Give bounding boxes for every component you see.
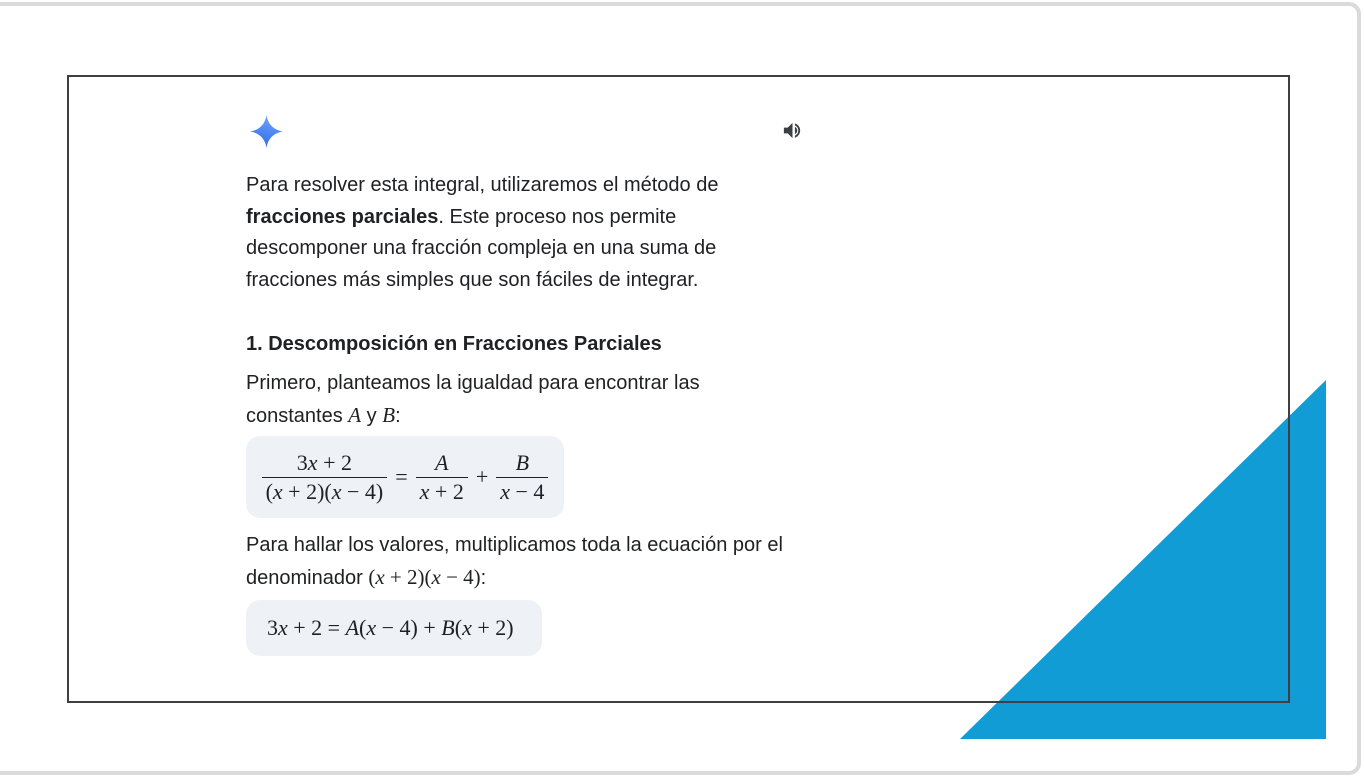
text-line xyxy=(246,530,846,562)
fraction-bar xyxy=(416,477,468,478)
text-segment: Primero, planteamos la igualdad para encontrar las xyxy=(246,372,700,394)
speaker-icon[interactable] xyxy=(781,119,804,142)
formula1-term2-denominator: x − 4 xyxy=(500,479,545,504)
formula2-expression: 3x + 2 = A(x − 4) + B(x + 2) xyxy=(267,615,514,640)
inline-math: A xyxy=(348,402,362,427)
text-line xyxy=(246,202,846,234)
text-segment: : xyxy=(395,404,401,427)
inline-math: B xyxy=(382,402,396,427)
text-line xyxy=(246,368,846,400)
text-line xyxy=(246,400,846,433)
equals-sign: = xyxy=(395,464,408,489)
fraction-bar xyxy=(496,477,548,478)
sparkle-shape xyxy=(250,115,283,148)
paragraph-multiply xyxy=(246,530,846,594)
text-segment: Para hallar los valores, multiplicamos toda la ecuación por el xyxy=(246,534,783,556)
text-segment: constantes xyxy=(246,404,349,427)
formula-block-equation xyxy=(246,600,542,656)
gemini-sparkle-icon xyxy=(250,114,283,149)
formula1-lhs-fraction xyxy=(262,451,388,503)
text-line xyxy=(246,265,846,297)
paragraph-intro xyxy=(246,170,846,296)
formula1-term1-denominator: x + 2 xyxy=(419,479,464,504)
text-segment: denominador xyxy=(246,566,369,589)
formula-block-partial-fractions xyxy=(246,436,564,518)
formula1-term2-numerator: B xyxy=(515,449,530,475)
text-line xyxy=(246,562,846,595)
inline-math: (x + 2)(x − 4) xyxy=(368,564,481,589)
plus-sign: + xyxy=(475,464,489,489)
formula1-lhs-numerator: 3x + 2 xyxy=(296,449,352,475)
formula-row xyxy=(262,451,549,503)
text-line xyxy=(246,233,846,265)
text-line xyxy=(246,170,846,202)
formula1-lhs-denominator: (x + 2)(x − 4) xyxy=(265,479,384,504)
fraction-bar xyxy=(262,477,388,478)
text-segment: Para resolver esta integral, utilizaremos el método de xyxy=(246,174,719,196)
text-segment: y xyxy=(361,404,383,427)
text-segment: descomponer una fracción compleja en una suma de xyxy=(246,237,717,259)
formula1-term2-fraction xyxy=(496,451,548,503)
formula1-term1-fraction xyxy=(416,451,468,503)
section-heading: 1. Descomposición en Fracciones Parciales xyxy=(246,333,662,355)
speaker-shape xyxy=(784,123,800,138)
text-segment: fracciones parciales xyxy=(246,205,439,228)
text-segment: : xyxy=(480,566,487,589)
formula1-term1-numerator: A xyxy=(435,449,449,475)
text-segment: fracciones más simples que son fáciles de integrar. xyxy=(246,268,699,291)
paragraph-setup xyxy=(246,368,846,432)
text-segment: . Este proceso nos permite xyxy=(438,205,677,228)
